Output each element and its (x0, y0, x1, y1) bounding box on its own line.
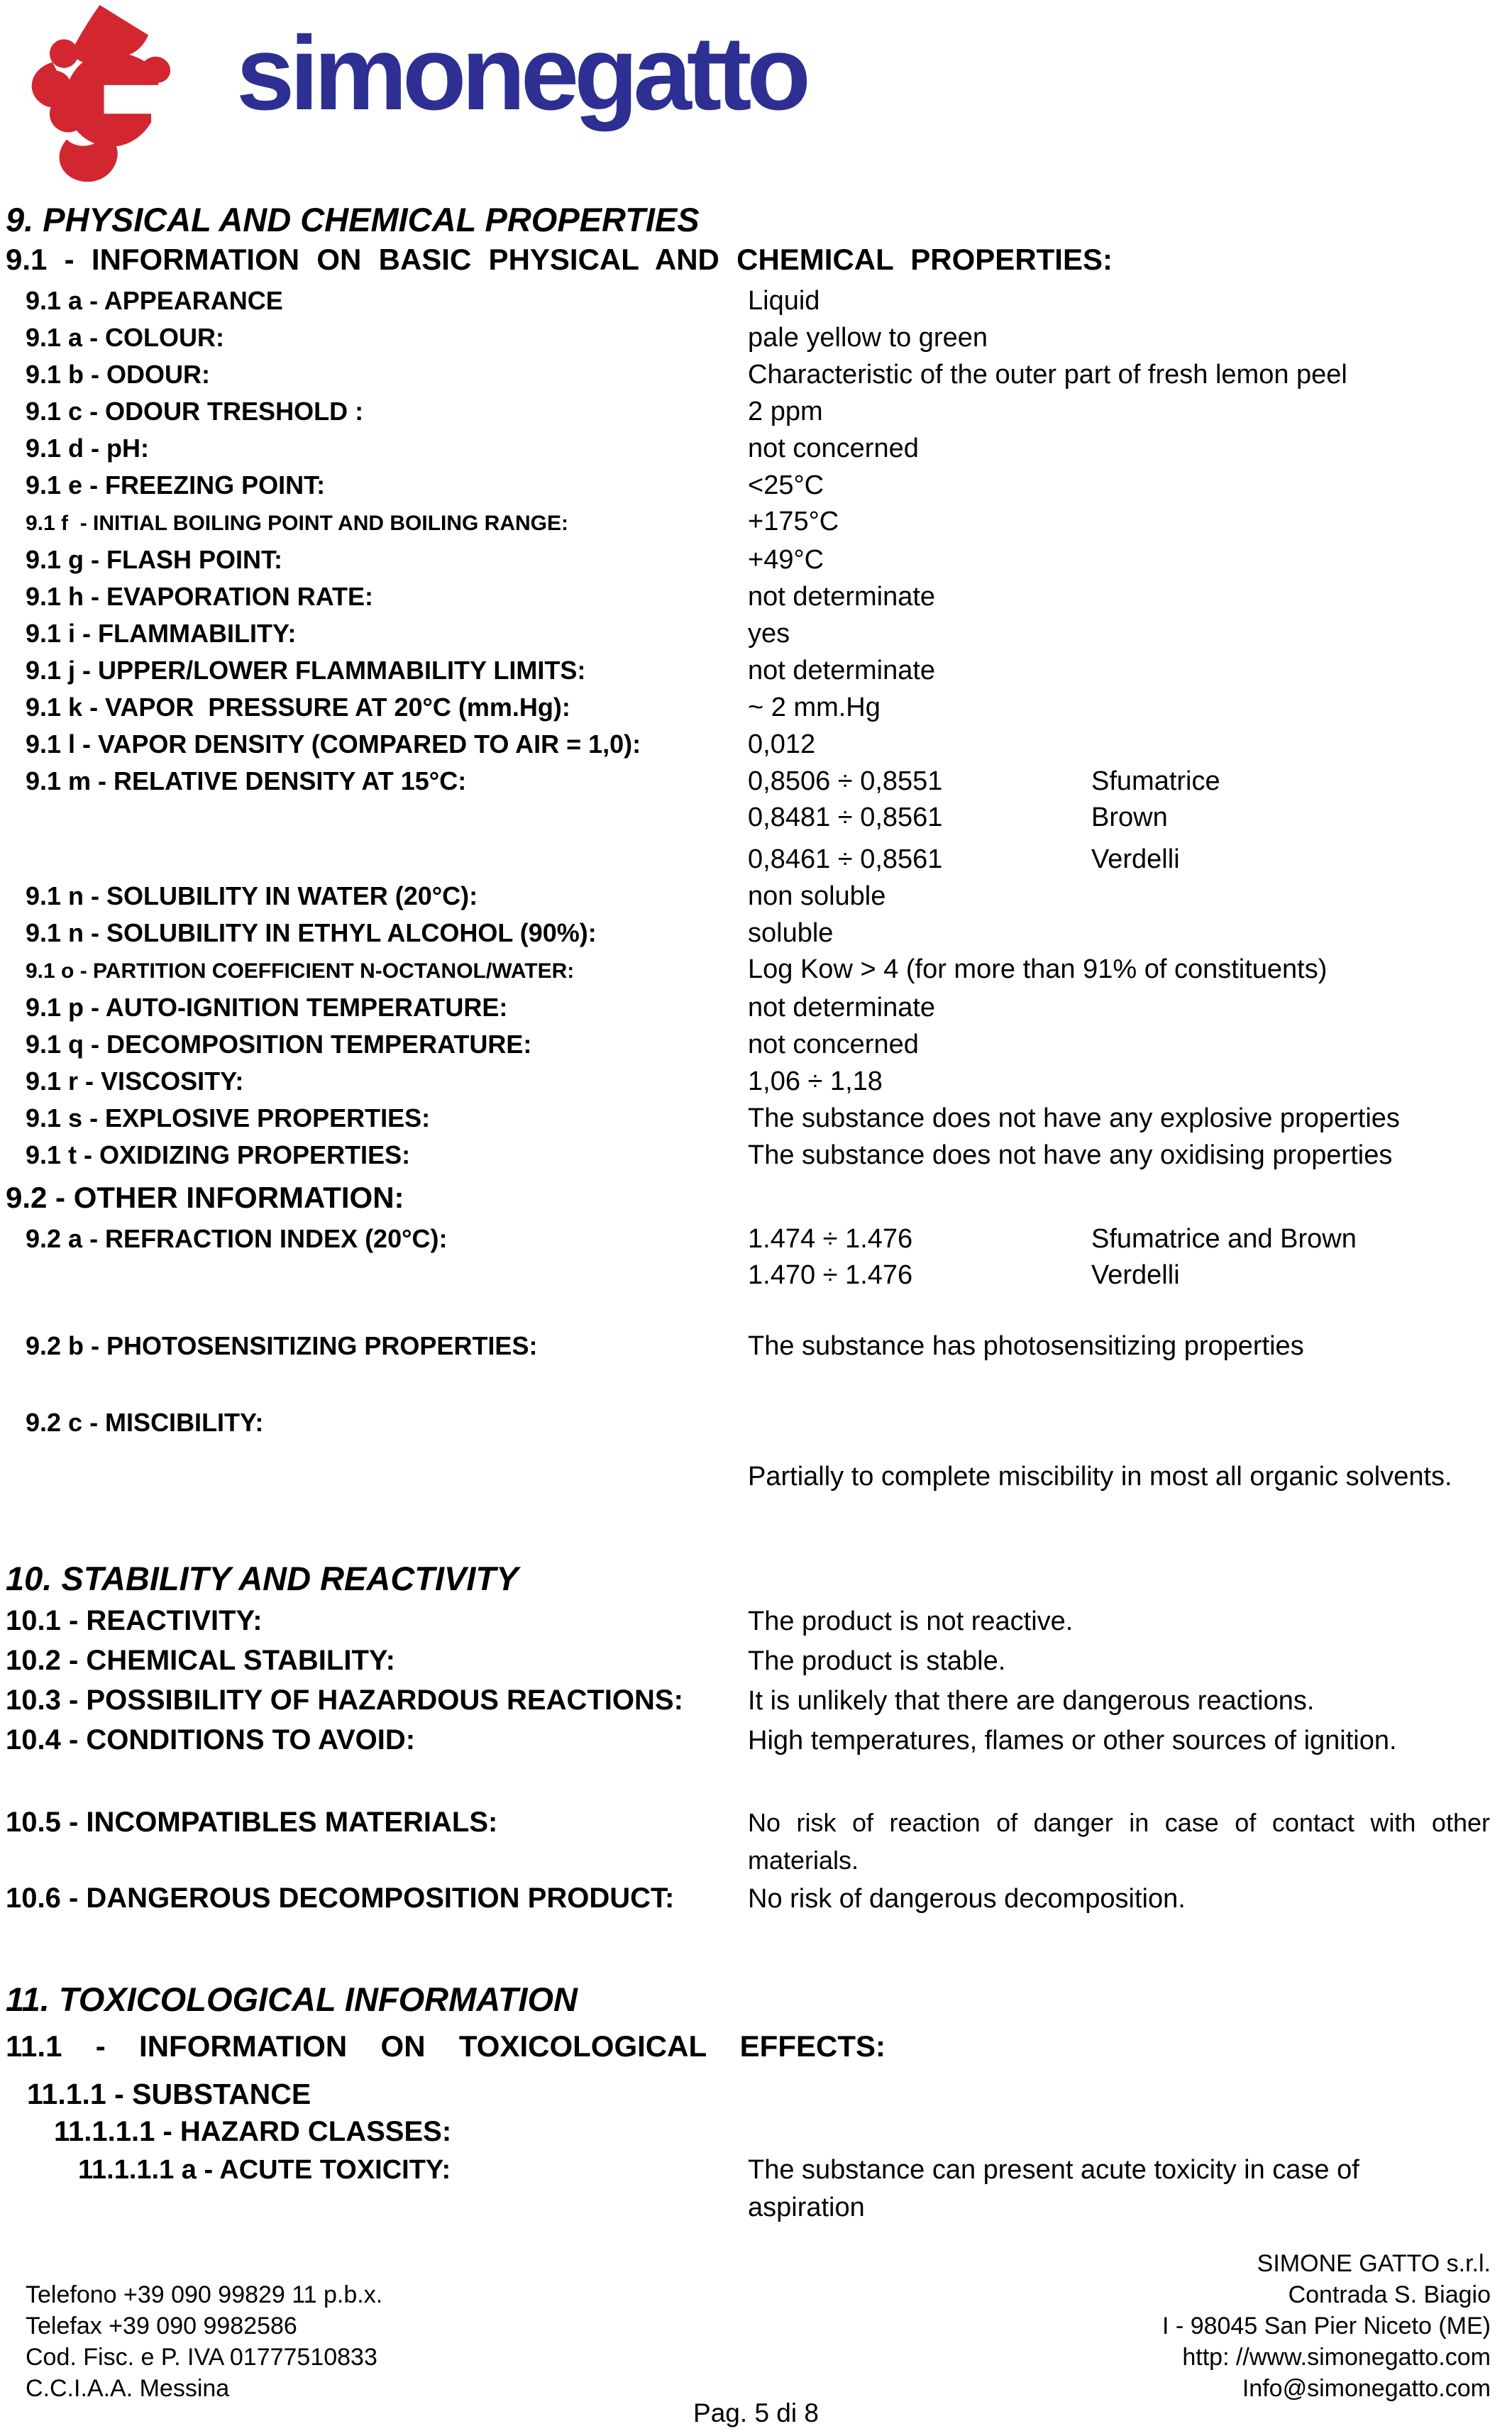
property-label: 9.1 h - EVAPORATION RATE: (26, 582, 374, 611)
property-label: 9.1 p - AUTO-IGNITION TEMPERATURE: (26, 993, 508, 1022)
property-row (6, 393, 1490, 430)
property-row (6, 652, 1490, 689)
property-value: ~ 2 mm.Hg (748, 693, 881, 722)
property-row (6, 1137, 1490, 1174)
property-value: non soluble (748, 881, 886, 911)
property-value (748, 2151, 1490, 2227)
property-value: Partially to complete miscibility in most all organic solvents. (748, 1462, 1452, 1492)
property-row (6, 282, 1490, 319)
property-label: 10.5 - INCOMPATIBLES MATERIALS: (6, 1807, 498, 1838)
property-value-line: No risk of reaction of danger in case of contact with other (748, 1808, 1490, 1837)
property-qualifier: Verdelli (1091, 1260, 1180, 1290)
property-label: 9.1 r - VISCOSITY: (26, 1067, 244, 1096)
property-label: 10.1 - REACTIVITY: (6, 1605, 263, 1636)
property-label: 9.1 a - APPEARANCE (26, 286, 283, 315)
property-row (6, 578, 1490, 615)
property-label: 9.1 d - pH: (26, 434, 150, 463)
property-label: 9.1 c - ODOUR TRESHOLD : (26, 397, 364, 426)
property-value-line: The substance can present acute toxicity in case of (748, 2155, 1359, 2185)
property-label: 10.2 - CHEMICAL STABILITY: (6, 1645, 395, 1676)
property-value: 1,06 ÷ 1,18 (748, 1067, 883, 1096)
logo-mark-icon (20, 5, 180, 182)
property-value: not determinate (748, 993, 936, 1023)
property-label: 9.1 t - OXIDIZING PROPERTIES: (26, 1140, 411, 1169)
property-row (6, 2151, 1490, 2227)
property-row (6, 1026, 1490, 1063)
property-qualifier: Brown (1091, 803, 1168, 832)
footer-company-name: SIMONE GATTO s.r.l. (1257, 2250, 1491, 2277)
section-9-2-properties (6, 1220, 1490, 1495)
section-11-1-1-1-heading: 11.1.1.1 - HAZARD CLASSES: (54, 2116, 452, 2147)
property-value: The product is stable. (748, 1646, 1006, 1676)
property-label: 9.1 g - FLASH POINT: (26, 545, 283, 574)
property-qualifier: Sfumatrice and Brown (1091, 1224, 1357, 1254)
footer-company-address (1162, 2248, 1491, 2404)
section-10-properties (6, 1602, 1490, 1919)
property-label: 9.1 k - VAPOR PRESSURE AT 20°C (mm.Hg): (26, 693, 570, 722)
property-value: The substance does not have any oxidising properties (748, 1140, 1393, 1170)
property-label: 9.1 j - UPPER/LOWER FLAMMABILITY LIMITS: (26, 656, 586, 685)
property-row (6, 1641, 1490, 1681)
property-value: Liquid (748, 286, 820, 316)
brand-wordmark: simonegatto (236, 14, 806, 132)
property-value: not concerned (748, 434, 919, 463)
section-9-1-properties (6, 282, 1490, 1174)
footer-fax: Telefax +39 090 9982586 (26, 2313, 297, 2339)
property-row (6, 541, 1490, 578)
property-label: 10.6 - DANGEROUS DECOMPOSITION PRODUCT: (6, 1883, 675, 1914)
property-value: not concerned (748, 1030, 919, 1059)
property-row (6, 1721, 1490, 1760)
property-label: 9.2 c - MISCIBILITY: (26, 1408, 264, 1437)
property-row (6, 726, 1490, 763)
property-label: 9.1 o - PARTITION COEFFICIENT N-OCTANOL/WATER: (26, 959, 575, 983)
footer-phone: Telefono +39 090 99829 11 p.b.x. (26, 2281, 383, 2308)
document-body (6, 200, 1490, 2227)
property-label: 9.1 b - ODOUR: (26, 360, 211, 389)
property-row (6, 467, 1490, 504)
property-value: 0,8461 ÷ 0,8561 (748, 844, 943, 874)
section-11-1-1-heading: 11.1.1 - SUBSTANCE (27, 2078, 311, 2110)
property-value: +175°C (748, 507, 839, 536)
property-row (6, 1220, 1490, 1257)
property-row (6, 1879, 1490, 1919)
property-label: 10.3 - POSSIBILITY OF HAZARDOUS REACTIONS: (6, 1685, 683, 1716)
section-11-1-heading: 11.1 - INFORMATION ON TOXICOLOGICAL EFFECTS: (6, 2029, 885, 2063)
footer-vat: Cod. Fisc. e P. IVA 01777510833 (26, 2344, 377, 2371)
property-row (6, 504, 1490, 541)
property-row (6, 1803, 1490, 1879)
property-label: 9.1 n - SOLUBILITY IN WATER (20°C): (26, 881, 478, 910)
property-qualifier: Verdelli (1091, 844, 1180, 874)
property-row (6, 1100, 1490, 1137)
property-row (6, 430, 1490, 467)
property-value-line: materials. (748, 1846, 859, 1875)
property-value: pale yellow to green (748, 323, 988, 353)
property-row (6, 1681, 1490, 1721)
property-label: 9.1 q - DECOMPOSITION TEMPERATURE: (26, 1030, 532, 1059)
property-label: 9.1 f - INITIAL BOILING POINT AND BOILING RANGE: (26, 512, 569, 535)
property-value: 0,8506 ÷ 0,8551 (748, 766, 943, 796)
property-value: No risk of dangerous decomposition. (748, 1884, 1186, 1914)
property-label: 9.1 s - EXPLOSIVE PROPERTIES: (26, 1103, 431, 1132)
property-label: 9.1 n - SOLUBILITY IN ETHYL ALCOHOL (90%): (26, 918, 597, 947)
property-row (6, 878, 1490, 915)
property-label: 9.2 a - REFRACTION INDEX (20°C): (26, 1224, 448, 1253)
footer-company-contacts (26, 2279, 382, 2404)
property-row (6, 915, 1490, 952)
section-9-1-heading: 9.1 - INFORMATION ON BASIC PHYSICAL AND CHEMICAL PROPERTIES: (6, 243, 1113, 276)
property-value: It is unlikely that there are dangerous reactions. (748, 1686, 1315, 1716)
property-row (6, 1063, 1490, 1100)
property-value: 1.470 ÷ 1.476 (748, 1260, 913, 1290)
property-row (6, 842, 1490, 878)
property-row (6, 1328, 1490, 1365)
footer-email: Info@simonegatto.com (1242, 2375, 1491, 2402)
property-label: 10.4 - CONDITIONS TO AVOID: (6, 1724, 416, 1756)
property-value: 1.474 ÷ 1.476 (748, 1224, 913, 1254)
property-value (748, 1804, 1490, 1879)
property-row (6, 1404, 1490, 1440)
property-label: 9.1 a - COLOUR: (26, 323, 225, 352)
section-9-2-heading: 9.2 - OTHER INFORMATION: (6, 1181, 404, 1214)
property-value: <25°C (748, 470, 824, 500)
property-value: not determinate (748, 582, 936, 612)
property-row (6, 1602, 1490, 1641)
property-label: 11.1.1.1 a - ACUTE TOXICITY: (78, 2155, 451, 2185)
section-11-heading: 11. TOXICOLOGICAL INFORMATION (6, 1980, 578, 2018)
property-value: The product is not reactive. (748, 1606, 1074, 1636)
property-value: High temperatures, flames or other sources of ignition. (748, 1726, 1397, 1756)
property-row (6, 356, 1490, 393)
section-10-heading: 10. STABILITY AND REACTIVITY (6, 1560, 519, 1597)
property-value: soluble (748, 918, 834, 948)
property-value: The substance does not have any explosive properties (748, 1103, 1400, 1133)
property-label: 9.2 b - PHOTOSENSITIZING PROPERTIES: (26, 1331, 538, 1360)
section-9-heading: 9. PHYSICAL AND CHEMICAL PROPERTIES (6, 201, 700, 238)
property-row (6, 689, 1490, 726)
property-row (6, 319, 1490, 356)
property-label: 9.1 i - FLAMMABILITY: (26, 619, 297, 648)
property-value: Log Kow > 4 (for more than 91% of constituents) (748, 954, 1328, 984)
property-row (6, 989, 1490, 1026)
footer-website: http: //www.simonegatto.com (1182, 2344, 1491, 2371)
property-row (6, 615, 1490, 652)
property-row (6, 763, 1490, 800)
property-value: The substance has photosensitizing properties (748, 1331, 1304, 1361)
property-qualifier: Sfumatrice (1091, 766, 1220, 796)
property-value: yes (748, 619, 790, 649)
property-value: Characteristic of the outer part of fresh lemon peel (748, 360, 1347, 390)
page-number: Pag. 5 di 8 (693, 2398, 819, 2427)
footer-address-line: I - 98045 San Pier Niceto (ME) (1162, 2313, 1491, 2339)
property-row (6, 952, 1490, 989)
property-row (6, 1257, 1490, 1294)
property-row (6, 1459, 1490, 1495)
property-value: +49°C (748, 545, 824, 575)
property-value: 2 ppm (748, 397, 823, 426)
property-value: 0,8481 ÷ 0,8561 (748, 803, 943, 832)
property-value-line: aspiration (748, 2193, 865, 2222)
property-value: not determinate (748, 656, 936, 685)
property-row (6, 800, 1490, 836)
company-logo (20, 3, 806, 184)
footer-chamber: C.C.I.A.A. Messina (26, 2375, 230, 2402)
property-label: 9.1 e - FREEZING POINT: (26, 470, 326, 500)
footer-address-line: Contrada S. Biagio (1288, 2281, 1491, 2308)
property-label: 9.1 m - RELATIVE DENSITY AT 15°C: (26, 766, 467, 795)
property-value: 0,012 (748, 729, 816, 759)
property-label: 9.1 l - VAPOR DENSITY (COMPARED TO AIR = 1,0): (26, 729, 641, 759)
